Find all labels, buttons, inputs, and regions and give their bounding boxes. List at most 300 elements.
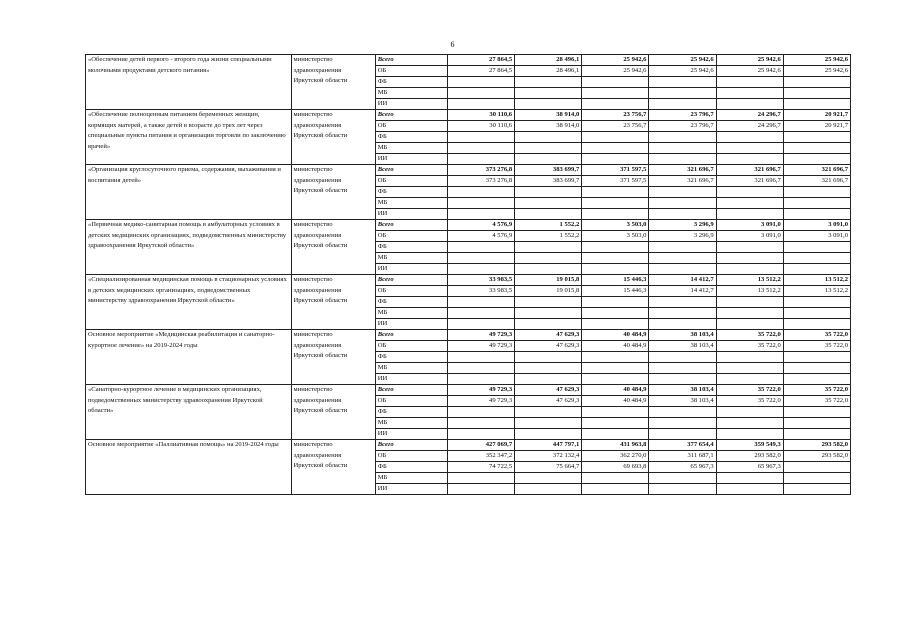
funding-source: ФБ (375, 297, 447, 308)
executor-name: министерство здравоохранения Иркутской области (291, 220, 375, 275)
amount-cell (716, 484, 783, 495)
amount-cell (649, 132, 716, 143)
amount-cell: 311 687,1 (649, 451, 716, 462)
executor-name: министерство здравоохранения Иркутской области (291, 55, 375, 110)
table-row (86, 275, 851, 286)
amount-cell (515, 429, 582, 440)
funding-source: ИИ (375, 374, 447, 385)
amount-cell (716, 132, 783, 143)
amount-cell (649, 198, 716, 209)
amount-cell: 15 446,3 (582, 275, 649, 286)
table-row (86, 385, 851, 396)
amount-cell (447, 132, 514, 143)
amount-cell (447, 297, 514, 308)
amount-cell (649, 352, 716, 363)
funding-source: ФБ (375, 352, 447, 363)
amount-cell: 40 484,9 (582, 385, 649, 396)
amount-cell: 40 484,9 (582, 341, 649, 352)
amount-cell (582, 88, 649, 99)
amount-cell (515, 187, 582, 198)
amount-cell: 372 132,4 (515, 451, 582, 462)
amount-cell (515, 143, 582, 154)
amount-cell (515, 253, 582, 264)
funding-source: Всего (375, 385, 447, 396)
amount-cell: 431 963,8 (582, 440, 649, 451)
funding-source: Всего (375, 110, 447, 121)
amount-cell (515, 407, 582, 418)
amount-cell (783, 352, 850, 363)
amount-cell: 65 967,3 (716, 462, 783, 473)
amount-cell: 49 729,3 (447, 385, 514, 396)
amount-cell (649, 308, 716, 319)
amount-cell (649, 187, 716, 198)
amount-cell: 13 512,2 (783, 286, 850, 297)
amount-cell: 383 699,7 (515, 176, 582, 187)
amount-cell: 20 921,7 (783, 110, 850, 121)
activity-name: «Специализированная медицинская помощь в стационарных условиях в детских медицинских организациях, подведомственных министерству здравоохранения Иркутской области» (86, 275, 292, 330)
amount-cell (716, 99, 783, 110)
amount-cell (716, 308, 783, 319)
amount-cell (783, 242, 850, 253)
funding-source: МБ (375, 418, 447, 429)
amount-cell: 13 512,2 (716, 286, 783, 297)
amount-cell (582, 143, 649, 154)
amount-cell (515, 374, 582, 385)
amount-cell: 30 110,6 (447, 110, 514, 121)
amount-cell: 30 110,6 (447, 121, 514, 132)
amount-cell (582, 187, 649, 198)
amount-cell: 35 722,0 (716, 330, 783, 341)
amount-cell: 293 582,0 (716, 451, 783, 462)
funding-source: ОБ (375, 66, 447, 77)
amount-cell (649, 407, 716, 418)
funding-source: ОБ (375, 231, 447, 242)
amount-cell (716, 297, 783, 308)
amount-cell (582, 363, 649, 374)
table-row (86, 330, 851, 341)
amount-cell (716, 187, 783, 198)
amount-cell (783, 308, 850, 319)
funding-source: ОБ (375, 286, 447, 297)
amount-cell (582, 374, 649, 385)
amount-cell: 38 103,4 (649, 330, 716, 341)
table-row (86, 110, 851, 121)
activity-name: «Обеспечение детей первого - второго года жизни специальными молочными продуктами детского питания» (86, 55, 292, 110)
executor-name: министерство здравоохранения Иркутской области (291, 110, 375, 165)
amount-cell: 49 729,3 (447, 341, 514, 352)
amount-cell (515, 484, 582, 495)
amount-cell (447, 143, 514, 154)
table-row (86, 440, 851, 451)
amount-cell: 25 942,6 (649, 66, 716, 77)
amount-cell (649, 374, 716, 385)
funding-source: МБ (375, 143, 447, 154)
amount-cell (515, 418, 582, 429)
funding-source: ФБ (375, 132, 447, 143)
amount-cell: 23 796,7 (649, 110, 716, 121)
amount-cell: 28 496,1 (515, 66, 582, 77)
funding-source: ФБ (375, 462, 447, 473)
amount-cell (447, 352, 514, 363)
funding-source: Всего (375, 330, 447, 341)
funding-source: ФБ (375, 77, 447, 88)
amount-cell: 13 512,2 (783, 275, 850, 286)
table-row (86, 220, 851, 231)
amount-cell: 3 091,0 (783, 231, 850, 242)
amount-cell (716, 418, 783, 429)
amount-cell (783, 297, 850, 308)
amount-cell: 23 756,7 (582, 110, 649, 121)
amount-cell: 3 091,0 (783, 220, 850, 231)
amount-cell: 27 864,5 (447, 55, 514, 66)
amount-cell: 3 091,0 (716, 231, 783, 242)
amount-cell (447, 319, 514, 330)
amount-cell (582, 198, 649, 209)
amount-cell (716, 253, 783, 264)
amount-cell (447, 308, 514, 319)
amount-cell (582, 264, 649, 275)
amount-cell: 69 693,8 (582, 462, 649, 473)
funding-table-body (86, 55, 851, 495)
amount-cell (783, 374, 850, 385)
amount-cell (582, 484, 649, 495)
amount-cell (515, 198, 582, 209)
amount-cell: 25 942,6 (582, 55, 649, 66)
amount-cell: 35 722,0 (783, 330, 850, 341)
amount-cell (447, 429, 514, 440)
amount-cell: 321 696,7 (716, 176, 783, 187)
amount-cell (447, 363, 514, 374)
amount-cell (447, 484, 514, 495)
amount-cell (783, 407, 850, 418)
amount-cell (783, 363, 850, 374)
amount-cell: 352 347,2 (447, 451, 514, 462)
funding-source: МБ (375, 308, 447, 319)
amount-cell (716, 77, 783, 88)
funding-source: ОБ (375, 176, 447, 187)
amount-cell: 14 412,7 (649, 275, 716, 286)
executor-name: министерство здравоохранения Иркутской области (291, 275, 375, 330)
amount-cell (716, 352, 783, 363)
amount-cell: 4 576,9 (447, 220, 514, 231)
amount-cell (515, 352, 582, 363)
amount-cell (447, 209, 514, 220)
amount-cell (716, 473, 783, 484)
amount-cell: 321 696,7 (716, 165, 783, 176)
funding-source: ФБ (375, 407, 447, 418)
amount-cell: 74 722,5 (447, 462, 514, 473)
amount-cell (783, 99, 850, 110)
amount-cell: 38 914,0 (515, 110, 582, 121)
amount-cell: 33 983,5 (447, 275, 514, 286)
amount-cell: 33 983,5 (447, 286, 514, 297)
executor-name: министерство здравоохранения Иркутской области (291, 385, 375, 440)
amount-cell: 13 512,2 (716, 275, 783, 286)
amount-cell: 40 484,9 (582, 396, 649, 407)
funding-source: МБ (375, 198, 447, 209)
funding-source: ИИ (375, 429, 447, 440)
amount-cell: 321 696,7 (649, 165, 716, 176)
amount-cell (716, 319, 783, 330)
amount-cell: 49 729,3 (447, 396, 514, 407)
amount-cell (649, 99, 716, 110)
amount-cell: 35 722,0 (716, 396, 783, 407)
amount-cell (515, 154, 582, 165)
amount-cell: 19 015,8 (515, 286, 582, 297)
amount-cell: 447 797,1 (515, 440, 582, 451)
amount-cell (582, 154, 649, 165)
amount-cell (649, 429, 716, 440)
amount-cell (649, 264, 716, 275)
funding-source: МБ (375, 88, 447, 99)
amount-cell: 47 629,3 (515, 330, 582, 341)
amount-cell (649, 473, 716, 484)
amount-cell (582, 429, 649, 440)
amount-cell: 35 722,0 (783, 385, 850, 396)
amount-cell (783, 253, 850, 264)
amount-cell (515, 242, 582, 253)
funding-source: ИИ (375, 209, 447, 220)
amount-cell (515, 132, 582, 143)
amount-cell: 23 756,7 (582, 121, 649, 132)
amount-cell: 38 103,4 (649, 396, 716, 407)
amount-cell (447, 198, 514, 209)
amount-cell (716, 374, 783, 385)
amount-cell: 38 103,4 (649, 341, 716, 352)
funding-source: МБ (375, 473, 447, 484)
amount-cell (447, 88, 514, 99)
amount-cell: 3 091,0 (716, 220, 783, 231)
amount-cell: 25 942,6 (783, 66, 850, 77)
executor-name: министерство здравоохранения Иркутской области (291, 440, 375, 495)
amount-cell: 321 696,7 (783, 176, 850, 187)
amount-cell (783, 154, 850, 165)
amount-cell (716, 429, 783, 440)
funding-source: ОБ (375, 451, 447, 462)
amount-cell (783, 143, 850, 154)
amount-cell (649, 154, 716, 165)
amount-cell: 49 729,3 (447, 330, 514, 341)
amount-cell: 359 549,3 (716, 440, 783, 451)
amount-cell: 3 503,0 (582, 220, 649, 231)
amount-cell: 3 296,9 (649, 220, 716, 231)
amount-cell: 27 864,5 (447, 66, 514, 77)
amount-cell (582, 99, 649, 110)
page-number: 6 (450, 40, 455, 49)
amount-cell (783, 132, 850, 143)
executor-name: министерство здравоохранения Иркутской области (291, 330, 375, 385)
amount-cell (582, 253, 649, 264)
amount-cell (515, 473, 582, 484)
activity-name: Основное мероприятие «Медицинская реабилитация и санаторно-курортное лечение» на 2019-2024 годы (86, 330, 292, 385)
amount-cell: 35 722,0 (783, 341, 850, 352)
amount-cell: 19 015,8 (515, 275, 582, 286)
funding-source: МБ (375, 363, 447, 374)
activity-name: «Организация круглосуточного приема, содержания, выхаживания и воспитания детей» (86, 165, 292, 220)
funding-source: ФБ (375, 242, 447, 253)
table-row (86, 55, 851, 66)
amount-cell (649, 77, 716, 88)
amount-cell (716, 154, 783, 165)
amount-cell (783, 187, 850, 198)
amount-cell: 23 796,7 (649, 121, 716, 132)
amount-cell (716, 88, 783, 99)
amount-cell (783, 77, 850, 88)
amount-cell (447, 99, 514, 110)
amount-cell (582, 308, 649, 319)
amount-cell: 25 942,6 (716, 66, 783, 77)
amount-cell: 362 270,0 (582, 451, 649, 462)
amount-cell (649, 209, 716, 220)
amount-cell: 35 722,0 (783, 396, 850, 407)
amount-cell (582, 473, 649, 484)
activity-name: Основное мероприятие «Паллиативная помощь» на 2019-2024 годы (86, 440, 292, 495)
amount-cell: 47 629,3 (515, 385, 582, 396)
funding-source: МБ (375, 253, 447, 264)
amount-cell (515, 77, 582, 88)
amount-cell: 3 296,9 (649, 231, 716, 242)
amount-cell: 65 967,3 (649, 462, 716, 473)
amount-cell (649, 363, 716, 374)
amount-cell (783, 319, 850, 330)
amount-cell (582, 352, 649, 363)
amount-cell (783, 88, 850, 99)
amount-cell: 371 597,5 (582, 165, 649, 176)
amount-cell: 38 914,0 (515, 121, 582, 132)
amount-cell (447, 407, 514, 418)
amount-cell (716, 198, 783, 209)
amount-cell: 25 942,6 (582, 66, 649, 77)
amount-cell (582, 319, 649, 330)
amount-cell: 1 552,2 (515, 220, 582, 231)
executor-name: министерство здравоохранения Иркутской области (291, 165, 375, 220)
amount-cell (783, 418, 850, 429)
amount-cell: 24 296,7 (716, 110, 783, 121)
amount-cell: 75 664,7 (515, 462, 582, 473)
funding-source: ОБ (375, 396, 447, 407)
amount-cell (582, 407, 649, 418)
amount-cell (649, 88, 716, 99)
amount-cell: 35 722,0 (716, 341, 783, 352)
amount-cell: 28 496,1 (515, 55, 582, 66)
amount-cell (447, 242, 514, 253)
amount-cell (447, 264, 514, 275)
amount-cell (716, 407, 783, 418)
amount-cell (649, 484, 716, 495)
amount-cell: 47 629,3 (515, 341, 582, 352)
amount-cell (716, 242, 783, 253)
amount-cell (515, 209, 582, 220)
amount-cell: 321 696,7 (783, 165, 850, 176)
amount-cell (783, 264, 850, 275)
amount-cell: 373 276,8 (447, 165, 514, 176)
amount-cell: 293 582,0 (783, 440, 850, 451)
funding-source: Всего (375, 440, 447, 451)
amount-cell (716, 363, 783, 374)
amount-cell (447, 77, 514, 88)
funding-table (85, 54, 851, 495)
amount-cell (447, 374, 514, 385)
funding-source: ИИ (375, 484, 447, 495)
funding-source: ИИ (375, 319, 447, 330)
amount-cell: 35 722,0 (716, 385, 783, 396)
funding-source: ИИ (375, 99, 447, 110)
amount-cell: 321 696,7 (649, 176, 716, 187)
amount-cell (783, 209, 850, 220)
amount-cell: 383 699,7 (515, 165, 582, 176)
amount-cell (783, 198, 850, 209)
amount-cell: 293 582,0 (783, 451, 850, 462)
amount-cell (783, 473, 850, 484)
amount-cell: 14 412,7 (649, 286, 716, 297)
amount-cell (515, 319, 582, 330)
amount-cell: 1 552,2 (515, 231, 582, 242)
amount-cell (582, 209, 649, 220)
funding-source: ФБ (375, 187, 447, 198)
amount-cell: 20 921,7 (783, 121, 850, 132)
amount-cell: 4 576,9 (447, 231, 514, 242)
amount-cell: 377 654,4 (649, 440, 716, 451)
activity-name: «Обеспечение полноценным питанием беременных женщин, кормящих матерей, а также детей в возрасте до трех лет через специальные пункты питания и организации торговли по заключению врачей» (86, 110, 292, 165)
amount-cell (515, 363, 582, 374)
amount-cell (447, 187, 514, 198)
amount-cell: 427 069,7 (447, 440, 514, 451)
amount-cell: 373 276,8 (447, 176, 514, 187)
funding-source: ОБ (375, 341, 447, 352)
funding-source: ОБ (375, 121, 447, 132)
funding-source: Всего (375, 165, 447, 176)
amount-cell (447, 418, 514, 429)
amount-cell (582, 242, 649, 253)
amount-cell (447, 154, 514, 165)
amount-cell: 3 503,0 (582, 231, 649, 242)
amount-cell (515, 264, 582, 275)
amount-cell (783, 429, 850, 440)
funding-source: Всего (375, 220, 447, 231)
amount-cell (649, 319, 716, 330)
amount-cell (515, 99, 582, 110)
amount-cell (582, 77, 649, 88)
amount-cell (649, 143, 716, 154)
amount-cell (447, 473, 514, 484)
amount-cell (582, 418, 649, 429)
amount-cell (515, 308, 582, 319)
amount-cell (783, 462, 850, 473)
amount-cell (515, 88, 582, 99)
amount-cell: 25 942,6 (649, 55, 716, 66)
funding-source: ИИ (375, 264, 447, 275)
amount-cell: 24 296,7 (716, 121, 783, 132)
amount-cell (447, 253, 514, 264)
amount-cell (716, 264, 783, 275)
funding-source: ИИ (375, 154, 447, 165)
activity-name: «Первичная медико-санитарная помощь в амбулаторных условиях в детских медицинских организациях, подведомственных министерству здравоохранения Иркутской области» (86, 220, 292, 275)
amount-cell: 38 103,4 (649, 385, 716, 396)
amount-cell (649, 242, 716, 253)
amount-cell: 25 942,6 (716, 55, 783, 66)
amount-cell (783, 484, 850, 495)
amount-cell (649, 297, 716, 308)
amount-cell (649, 418, 716, 429)
amount-cell (716, 209, 783, 220)
amount-cell: 371 597,5 (582, 176, 649, 187)
funding-source: Всего (375, 55, 447, 66)
activity-name: «Санаторно-курортное лечение в медицинских организациях, подведомственных министерству здравоохранения Иркутской области» (86, 385, 292, 440)
amount-cell (582, 132, 649, 143)
amount-cell: 47 629,3 (515, 396, 582, 407)
funding-source: Всего (375, 275, 447, 286)
table-row (86, 165, 851, 176)
